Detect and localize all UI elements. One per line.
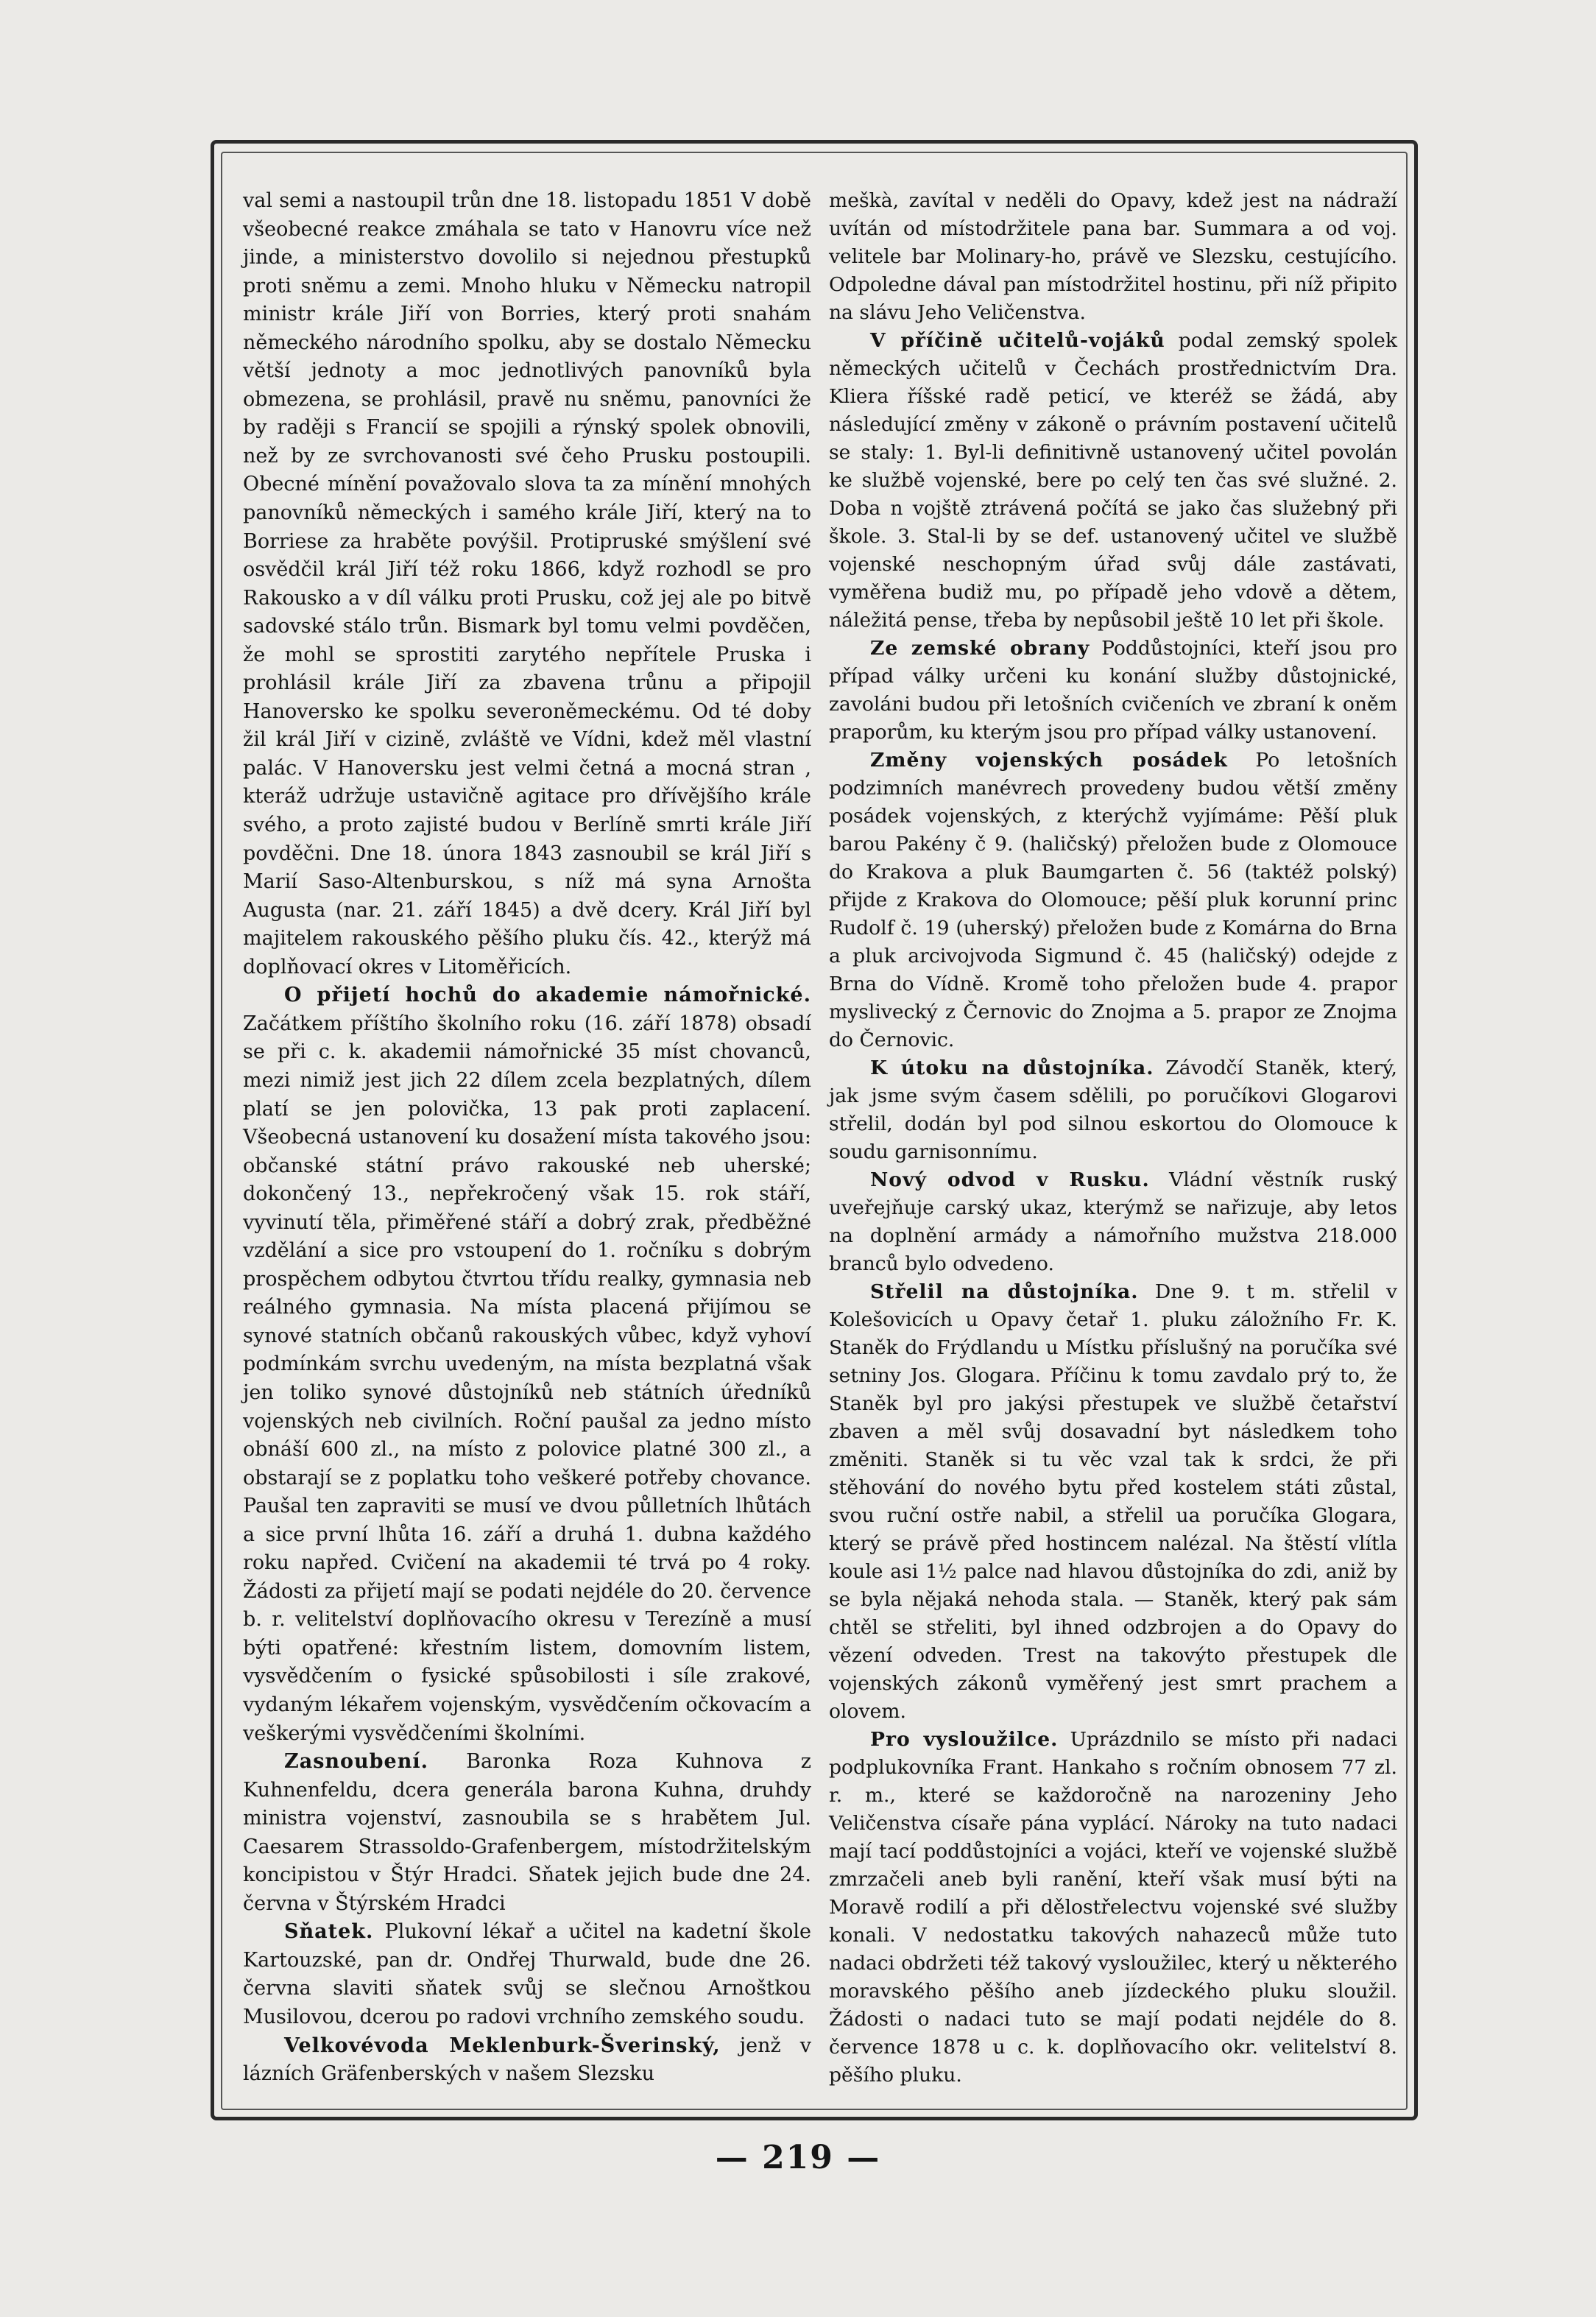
left-column [243, 187, 811, 2089]
paragraph-teacher-soldiers: V příčině učitelů-vojáků podal zemský spolek německých učitelů v Čechách prostřednictvím Dra. Kliera říšské radě peticí, ve kteréž se žádá, aby následující změny v zákoně o právním postavení učitelů se staly: 1. Byl-li definitivně ustanovený učitel povolán ke službě vojenské, bere po celý ten čas své služné. 2. Doba n vojště ztrávená počítá se jako čas služebný při škole. 3. Stal-li by se def. ustanovený učitel ve službě vojenské neschopným úřad svůj dále zastávati, vyměřena budiž mu, po případě jeho vdově a dětem, náležitá pense, třeba by nepůsobil ještě 10 let při škole. [829, 329, 1397, 632]
heading-grand-duke: Velkovévoda Meklenburk-Šverinský, [284, 2034, 721, 2057]
heading-wedding: Sňatek. [284, 1920, 374, 1944]
paragraph-wedding: Sňatek. Plukovní lékař a učitel na kadetní škole Kartouzské, pan dr. Ondřej Thurwald, bude dne 26. června slaviti sňatek svůj se slečnou Arnoštkou Musilovou, dcerou po radovi vrchního zemského soudu. [243, 1920, 811, 2028]
heading-garrison-changes: Změny vojenských posádek [870, 749, 1228, 772]
right-column [829, 187, 1397, 2089]
paragraph-naval-academy: O přijetí hochů do akademie námořnické. Začátkem příštího školního roku (16. září 1878) obsadí se při c. k. akademii námořnické 35 míst chovanců, mezi nimiž jest jich 22 dílem zcela bezplatných, dílem platí se jen polovička, 13 pak proti zaplacení. Všeobecná ustanovení ku dosažení místa takového jsou: občanské státní právo rakouské neb uherské; dokončený 13., nepřekročený však 15. rok stáří, vyvinutí těla, přiměřené stáří a dobrý zrak, předběžné vzdělání a sice pro vstoupení do 1. ročníku s dobrým prospěchem odbytou čtvrtou třídu realky, gymnasia neb reálného gymnasia. Na místa placená přijímou se synové statních občanů rakouských vůbec, když vyhoví podmínkám svrchu uvedeným, na místa bezplatná však jen toliko synové důstojníků neb státních úředníků vojenských neb civilních. Roční paušal za jedno místo obnáší 600 zl., na místo z polovice platné 300 zl., a obstarají se z poplatku toho veškeré potřeby chovance. Paušal ten zapraviti se musí ve dvou půlletních lhůtách a sice první lhůta 16. září a druhá 1. dubna každého roku napřed. Cvičení na akademii té trvá po 4 roky. Žádosti za přijetí mají se podati nejdéle do 20. července b. r. velitelství doplňovacího okresu v Terezíně a musí býti opatřené: křestním listem, domovním listem, vysvědčením o fysické spůsobilosti i síle zrakové, vydaným lékařem vojenským, vysvědčením očkovacím a veškerými vysvědčeními školními. [243, 984, 811, 1745]
page-number: — 219 — [715, 2139, 881, 2176]
paragraph-officer-attack: K útoku na důstojníka. Závodčí Staněk, který, jak jsme svým časem sdělili, po poručíkovi Glogarovi střelil, dodán byl pod silnou eskortou do Olomouce k soudu garnisonnímu. [829, 1057, 1397, 1163]
paragraph-garrison-changes: Změny vojenských posádek Po letošních podzimních manévrech provedeny budou větší změny posádek vojenských, z kterýchž vyjímáme: Pěší pluk barou Pakény č 9. (haličský) přeložen bude z Olomouce do Krakova a pluk Baumgarten č. 56 (taktéž polský) přijde z Krakova do Olomouce; pěší pluk korunní princ Rudolf č. 19 (uherský) přeložen bude z Komárna do Brna a pluk arcivojvoda Sigmund č. 45 (haličský) odejde z Brna do Vídně. Kromě toho přeložen bude 4. prapor myslivecký z Černovic do Znojma a 5. prapor ze Znojma do Černovic. [829, 749, 1397, 1051]
paragraph-land-defence: Ze zemské obrany Poddůstojníci, kteří jsou pro případ války určeni ku konání služby důstojnické, zavoláni budou při letošních cvičeních ve zbraní k oněm praporům, ku kterým jsou pro případ války ustanovení. [829, 637, 1397, 744]
heading-engagement: Zasnoubení. [284, 1750, 429, 1774]
heading-naval-academy: O přijetí hochů do akademie námořnické. [284, 984, 811, 1007]
heading-officer-shot: Střelil na důstojníka. [870, 1280, 1139, 1303]
heading-officer-attack: K útoku na důstojníka. [870, 1057, 1154, 1079]
heading-veterans: Pro vysloužilce. [870, 1728, 1059, 1751]
paragraph-opava-visit: meškà, zavítal v neděli do Opavy, kdež jest na nádraží uvítán od místodržitele pana bar. Summara a od voj. velitele bar Molinary-ho, právě ve Slezsku, cestujícího. Odpoledne dával pan místodržitel hostinu, při níž připito na slávu Jeho Veličenstva. [829, 189, 1397, 324]
paragraph-grand-duke: Velkovévoda Meklenburk-Šverinský, jenž v lázních Gräfenberských v našem Slezsku [243, 2034, 811, 2086]
paragraph-officer-shot: Střelil na důstojníka. Dne 9. t m. střelil v Kolešovicích u Opavy četař 1. pluku záložního Fr. K. Staněk do Frýdlandu u Místku příslušný na poručíka své setniny Jos. Glogara. Příčinu k tomu zavdalo prý to, že Staněk byl pro jakýsi přestupek ve službě četařství zbaven a měl svůj dosavadní byt následkem toho změniti. Staněk si tu věc vzal tak k srdci, že při stěhování do nového bytu před kostelem státi zůstal, svou ruční ostře nabil, a střelil ua poručíka Glogara, který se právě před hostincem nalézal. Na štěstí vlítla koule asi 1½ palce nad hlavou důstojníka do zdi, aniž by se byla nějaká nehoda stala. — Staněk, který pak sám chtěl se střeliti, byl ihned odzbrojen a do Opavy do vězení odveden. Trest na takovýto přestupek dle vojenských zákonů vyměřený jest smrt prachem a olovem. [829, 1280, 1397, 1723]
paragraph-veterans: Pro vysloužilce. Uprázdnilo se místo při nadaci podplukovníka Frant. Hankaho s ročním obnosem 77 zl. r. m., které se každoročně na narozeniny Jeho Veličenstva císaře pána vyplácí. Nároky na tuto nadaci mají tací poddůstojníci a vojáci, kteří ve vojenské službě zmrzačeli aneb byli ranění, kteří však musí býti na Moravě rodilí a při dělostřelectvu vojenské své služby konali. V nedostatku takových nahazeců může tuto nadaci obdržeti též takový vysloužilec, který u některého moravského pěšího aneb jízdeckého pluku sloužil. Žádosti o nadaci tuto se mají podati nejdéle do 8. července 1878 u c. k. doplňovacího okr. velitelství 8. pěšího pluku. [829, 1728, 1397, 2087]
paragraph-russia-draft: Nový odvod v Rusku. Vládní věstník ruský uveřejňuje carský ukaz, kterýmž se nařizuje, aby letos na doplnění armády a námořního mužstva 218.000 branců bylo odvedeno. [829, 1168, 1397, 1275]
heading-teacher-soldiers: V příčině učitelů-vojáků [870, 329, 1165, 352]
heading-russia-draft: Nový odvod v Rusku. [870, 1168, 1150, 1191]
heading-land-defence: Ze zemské obrany [870, 637, 1090, 660]
paragraph-hanover-king: val semi a nastoupil trůn dne 18. listopadu 1851 V době všeobecné reakce zmáhala se tato v Hanovru více než jinde, a ministerstvo dovolilo si nejednou přestupků proti sněmu a zemi. Mnoho hluku v Německu natropil ministr krále Jiří von Borries, který proti snahám německého národního spolku, aby se dostalo Německu větší jednoty a moc jednotlivých panovníků byla obmezena, se prohlásil, pravě nu sněmu, panovníci že by raději s Francií se spojili a rýnský spolek obnovili, než by ze svrchovanosti své čeho Prusku postoupili. Obecné mínění považovalo slova ta za mínění mnohých panovníků německých i samého krále Jiří, který na to Borriese za hraběte povýšil. Protipruské smýšlení své osvědčil král Jiří též roku 1866, když rozhodl se pro Rakousko a v díl válku proti Prusku, což jej ale po bitvě sadovské stálo trůn. Bismark byl tomu velmi povděčen, že mohl se sprostiti zarytého nepřítele Pruska i prohlásil krále Jiří za zbavena trůnu a připojil Hanoversko ke spolku severoněmeckému. Od té doby žil král Jiří v cizině, zvláště ve Vídni, kdež měl vlastní palác. V Hanoversku jest velmi četná a mocná stran , kteráž udržuje ustavičně agitace pro dřívějšího krále svého, a proto zajisté budou v Berlíně smrti krále Jiří povděčni. Dne 18. února 1843 zasnoubil se král Jiří s Marií Saso-Altenburskou, s níž má syna Arnošta Augusta (nar. 21. září 1845) a dvě dcery. Král Jiří byl majitelem rakouského pěšího pluku čís. 42., kterýž má doplňovací okres v Litoměřicích. [243, 189, 811, 978]
paragraph-engagement: Zasnoubení. Baronka Roza Kuhnova z Kuhnenfeldu, dcera generála barona Kuhna, druhdy ministra vojenství, zasnoubila se s hrabětem Jul. Caesarem Strassoldo-Grafenbergem, místodržitelským koncipistou v Štýr Hradci. Sňatek jejich bude dne 24. června v Štýrském Hradci [243, 1750, 811, 1915]
